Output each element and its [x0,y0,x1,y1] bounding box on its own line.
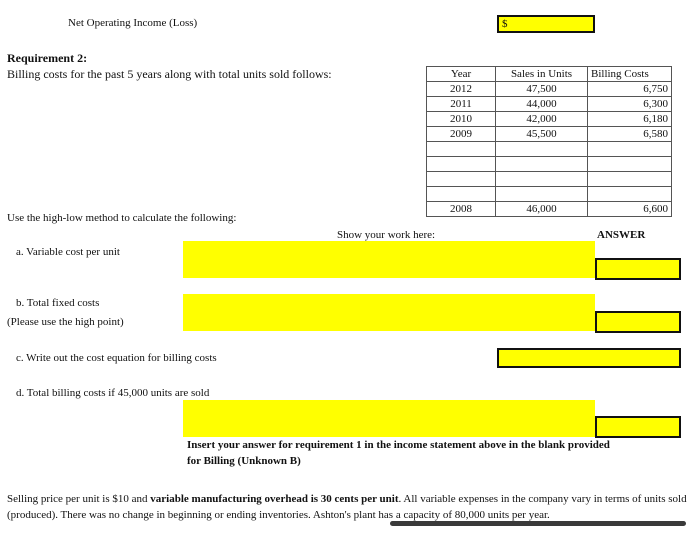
cell-cost: 6,580 [588,127,672,142]
cell-units: 42,000 [496,112,588,127]
answer-box-c[interactable] [497,348,681,368]
cell-year: 2010 [427,112,496,127]
work-area-d[interactable] [183,400,595,437]
answer-label: ANSWER [597,229,646,241]
work-area-a[interactable] [183,241,595,278]
requirement-heading: Requirement 2: [7,51,88,65]
cell-year: 2012 [427,82,496,97]
show-work-label: Show your work here: [337,229,436,241]
cell-units: 47,500 [496,82,588,97]
cell-cost: 6,300 [588,97,672,112]
cell-cost: 6,750 [588,82,672,97]
currency-sign: $ [502,18,508,30]
billing-table [426,66,672,217]
para-bold: variable manufacturing overhead is 30 cents per unit [150,493,399,505]
net-income-input[interactable] [497,15,595,33]
insert-note-line-1: Insert your answer for requirement 1 in the income statement above in the blank provided [187,439,610,451]
table-header-row [427,67,672,82]
para-part-2: . All variable expenses in the company vary in terms of units sold (produced). There was no change in beginning or ending inventories. Ashton's plant has a capacity of 80,000 units per year. [7,493,687,521]
requirement-intro: Billing costs for the past 5 years along with total units sold follows: [7,67,332,81]
answer-box-a[interactable] [595,258,681,280]
cell-cost: 6,180 [588,112,672,127]
cell-units: 45,500 [496,127,588,142]
table-row-empty [427,172,672,187]
item-c-label: c. Write out the cost equation for billing costs [16,352,217,364]
method-instruction: Use the high-low method to calculate the following: [7,212,237,224]
cell-units: 44,000 [496,97,588,112]
header-billing-costs: Billing Costs [588,67,672,82]
cell-year: 2009 [427,127,496,142]
insert-note-line-2: for Billing (Unknown B) [187,455,301,467]
table-row [427,97,672,112]
header-sales-units: Sales in Units [496,67,588,82]
table-row [427,112,672,127]
item-a-label: a. Variable cost per unit [16,246,120,258]
cell-units: 46,000 [496,202,588,217]
work-area-b[interactable] [183,294,595,331]
table-row-empty [427,142,672,157]
cell-year: 2008 [427,202,496,217]
table-row-empty [427,157,672,172]
para-part-1: Selling price per unit is $10 and [7,493,151,505]
scroll-indicator[interactable] [390,521,686,526]
table-row-empty [427,187,672,202]
bottom-paragraph [7,491,687,523]
net-income-label: Net Operating Income (Loss) [68,17,198,29]
item-b-label: b. Total fixed costs [16,297,100,309]
table-row [427,82,672,97]
table-row [427,127,672,142]
cell-cost: 6,600 [588,202,672,217]
item-d-label: d. Total billing costs if 45,000 units are sold [16,387,210,399]
table-row [427,202,672,217]
answer-box-b[interactable] [595,311,681,333]
answer-box-d[interactable] [595,416,681,438]
header-year: Year [427,67,496,82]
item-b-note: (Please use the high point) [7,316,124,328]
cell-year: 2011 [427,97,496,112]
